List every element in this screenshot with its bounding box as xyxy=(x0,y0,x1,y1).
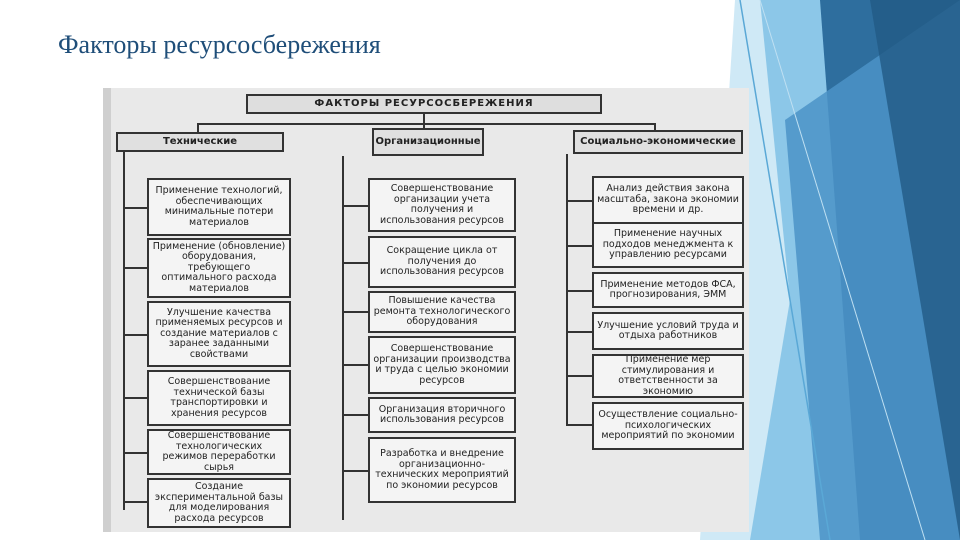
factor-item: Осуществление социально-психологических мероприятий по экономии xyxy=(592,402,744,450)
connector xyxy=(125,207,147,209)
connector xyxy=(344,311,368,313)
connector xyxy=(197,123,655,125)
connector xyxy=(568,245,592,247)
diagram-root: ФАКТОРЫ РЕСУРСОСБЕРЕЖЕНИЯ xyxy=(246,94,602,114)
factor-item: Организация вторичного использования ресурсов xyxy=(368,397,516,433)
connector xyxy=(125,452,147,454)
factor-item: Применение научных подходов менеджмента к управлению ресурсами xyxy=(592,222,744,268)
connector xyxy=(568,200,592,202)
connector xyxy=(344,262,368,264)
factor-item: Применение технологий, обеспечивающих минимальные потери материалов xyxy=(147,178,291,236)
factor-item: Анализ действия закона масштаба, закона экономии времени и др. xyxy=(592,176,744,224)
connector xyxy=(125,334,147,336)
factor-item: Улучшение условий труда и отдыха работников xyxy=(592,312,744,350)
connector xyxy=(344,470,368,472)
scan-edge xyxy=(103,88,111,532)
factor-item: Улучшение качества применяемых ресурсов и создание материалов с заранее заданными свойствами xyxy=(147,301,291,367)
factor-item: Совершенствование организации производства и труда с целью экономии ресурсов xyxy=(368,336,516,394)
slide-title: Факторы ресурсосбережения xyxy=(58,30,381,59)
category-organizational: Организационные xyxy=(372,128,484,156)
connector xyxy=(568,375,592,377)
factor-item: Разработка и внедрение организационно-технических мероприятий по экономии ресурсов xyxy=(368,437,516,503)
factor-item: Совершенствование организации учета получения и использования ресурсов xyxy=(368,178,516,232)
connector xyxy=(344,205,368,207)
connector xyxy=(125,397,147,399)
category-technical: Технические xyxy=(116,132,284,152)
factor-item: Совершенствование технической базы транспортировки и хранения ресурсов xyxy=(147,370,291,426)
factor-item: Применение (обновление) оборудования, требующего оптимального расхода материалов xyxy=(147,238,291,298)
connector xyxy=(123,152,125,510)
category-socioeconomic: Социально-экономические xyxy=(573,130,743,154)
connector xyxy=(125,501,147,503)
factor-item: Сокращение цикла от получения до использования ресурсов xyxy=(368,236,516,288)
factor-item: Применение методов ФСА, прогнозирования, ЭММ xyxy=(592,272,744,308)
factor-item: Повышение качества ремонта технологического оборудования xyxy=(368,291,516,333)
connector xyxy=(344,414,368,416)
connector xyxy=(344,364,368,366)
connector xyxy=(342,156,344,520)
connector xyxy=(125,267,147,269)
connector xyxy=(568,290,592,292)
factor-item: Создание экспериментальной базы для моделирования расхода ресурсов xyxy=(147,478,291,528)
factor-item: Применение мер стимулирования и ответственности за экономию xyxy=(592,354,744,398)
connector xyxy=(568,331,592,333)
connector xyxy=(568,424,592,426)
factor-item: Совершенствование технологических режимов переработки сырья xyxy=(147,429,291,475)
